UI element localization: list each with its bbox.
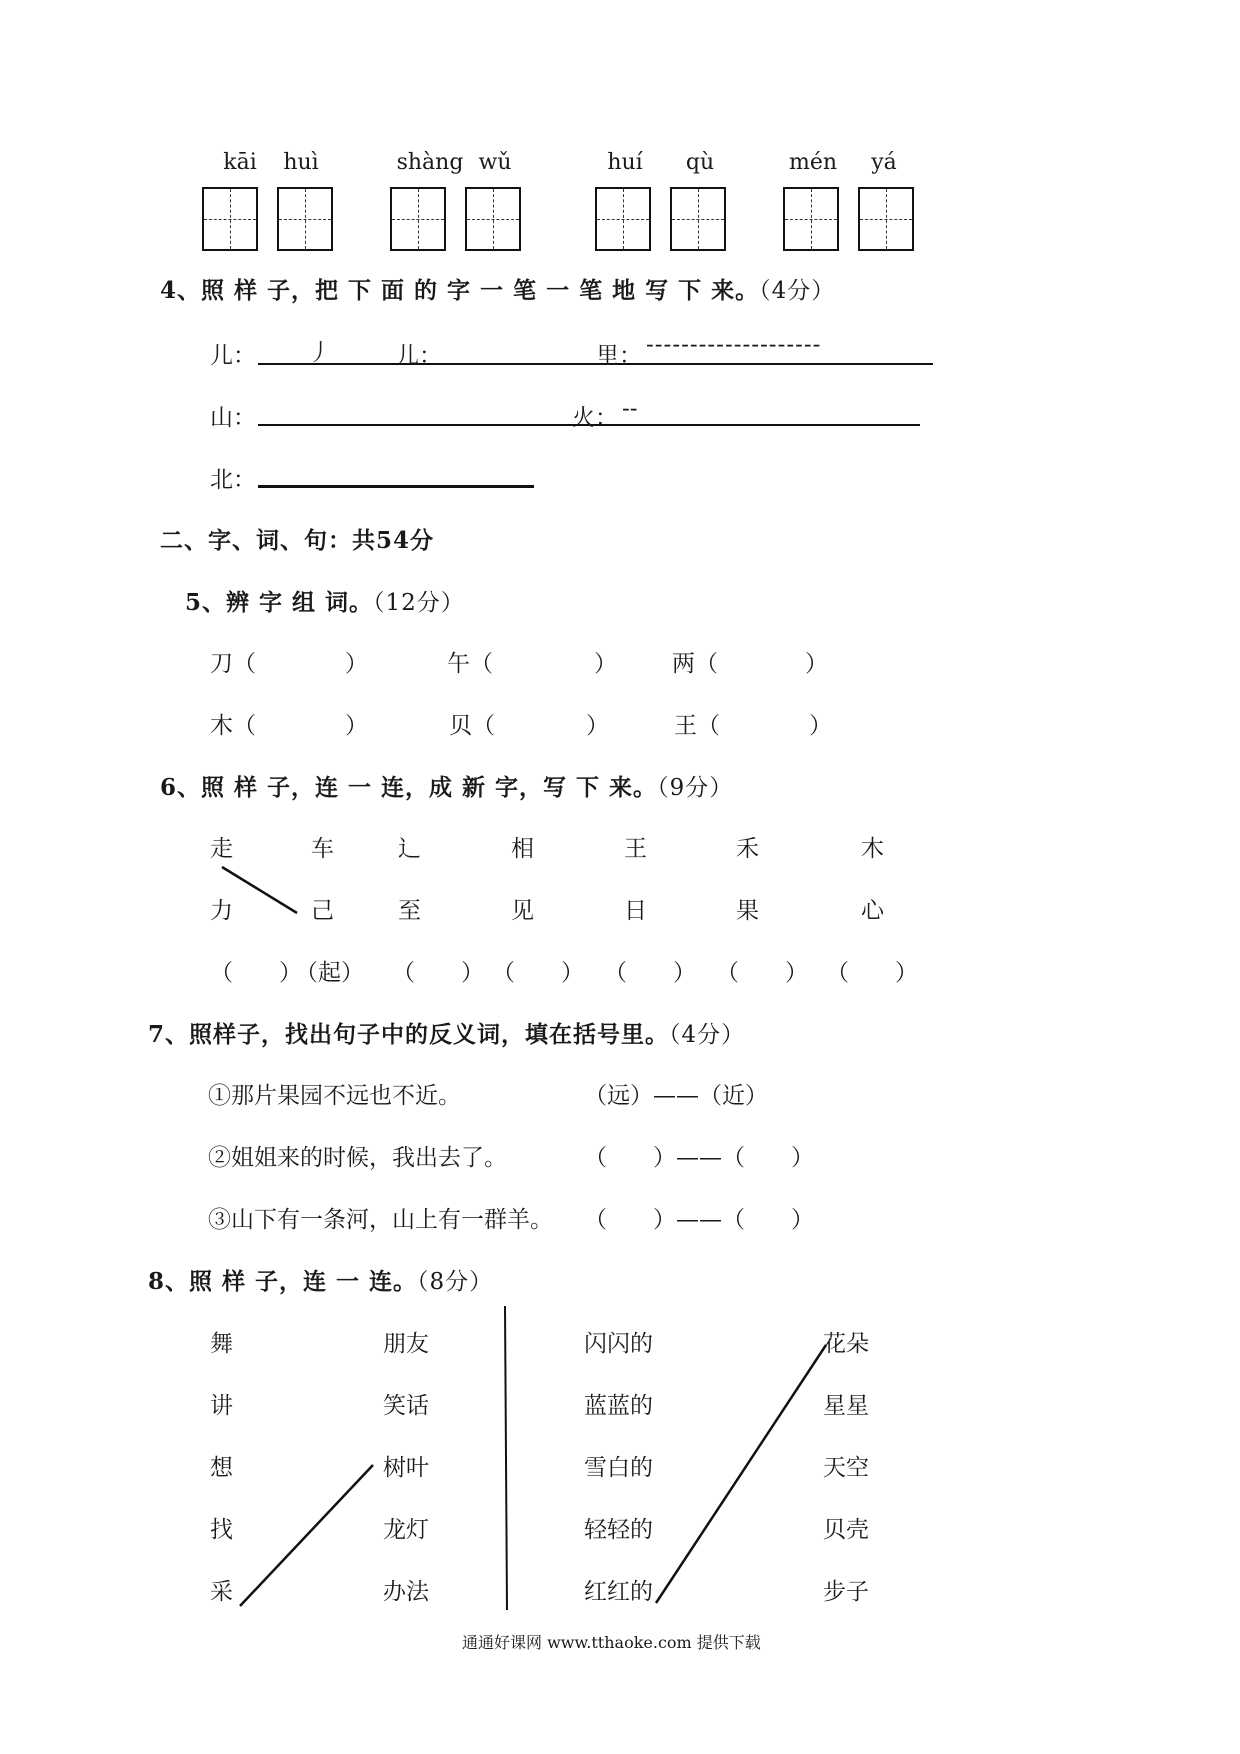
- match-word: 蓝蓝的: [584, 1393, 653, 1419]
- match-word: 采: [210, 1579, 233, 1605]
- match-word: 贝壳: [823, 1517, 869, 1543]
- stroke-label: 北：: [210, 467, 256, 493]
- word-item: ）: [809, 713, 832, 739]
- answer-paren[interactable]: （ ）: [826, 960, 918, 986]
- pinyin-syllable: huí: [607, 150, 643, 175]
- char-component: 相: [511, 836, 534, 862]
- word-item: 两（: [672, 651, 718, 677]
- example-connector-line: [240, 1465, 373, 1606]
- question-score: （8分）: [417, 1269, 494, 1295]
- char-component: 果: [736, 898, 759, 924]
- question-title-text: 4、照 样 子，把 下 面 的 字 一 笔 一 笔 地 写 下 来。: [160, 277, 760, 304]
- antonym-answer[interactable]: （ ）——（ ）: [584, 1145, 814, 1171]
- pinyin-syllable: kāi: [223, 150, 257, 175]
- pinyin-syllable: qù: [685, 150, 715, 175]
- word-item: 午（: [447, 651, 493, 677]
- answer-paren[interactable]: （ ）: [210, 960, 302, 986]
- word-item: 木（: [210, 713, 256, 739]
- dash-guide: --------------------: [646, 332, 822, 358]
- word-item: ）: [586, 713, 609, 739]
- example-stroke: 丿: [308, 340, 331, 366]
- match-word: 树叶: [383, 1455, 429, 1481]
- question-score: （9分）: [657, 775, 734, 801]
- stroke-label: 儿：: [210, 343, 256, 369]
- char-component: 木: [861, 836, 884, 862]
- answer-paren[interactable]: （ ）: [492, 960, 584, 986]
- char-component: 力: [210, 898, 233, 924]
- word-item: ）: [345, 651, 368, 677]
- char-component: 禾: [736, 836, 759, 862]
- word-item: ）: [345, 713, 368, 739]
- char-component: 走: [210, 836, 233, 862]
- word-item: ）: [594, 651, 617, 677]
- char-component: 车: [311, 836, 334, 862]
- match-word: 舞: [210, 1331, 233, 1357]
- answer-paren[interactable]: （起）: [295, 960, 364, 986]
- question-title-text: 7、照样子，找出句子中的反义词，填在括号里。: [148, 1021, 670, 1048]
- example-connector-line: [656, 1345, 826, 1603]
- match-word: 闪闪的: [584, 1331, 653, 1357]
- answer-paren[interactable]: （ ）: [716, 960, 808, 986]
- question-title-text: 8、照 样 子，连 一 连。: [148, 1268, 418, 1295]
- sentence: ②姐姐来的时候，我出去了。: [208, 1145, 507, 1171]
- stroke-label: 山：: [210, 405, 256, 431]
- char-component: 己: [311, 898, 334, 924]
- footer-source: 通通好课网 www.tthaoke.com 提供下载: [462, 1633, 761, 1652]
- match-word: 朋友: [383, 1331, 429, 1357]
- pinyin-syllable: huì: [283, 150, 319, 175]
- antonym-answer[interactable]: （ ）——（ ）: [584, 1207, 814, 1233]
- stroke-label: 里：: [596, 343, 642, 369]
- dash-guide: --: [622, 396, 638, 422]
- char-component: 见: [511, 898, 534, 924]
- match-word: 找: [210, 1517, 233, 1543]
- antonym-answer[interactable]: （远）——（近）: [584, 1083, 768, 1109]
- match-word: 想: [210, 1455, 233, 1481]
- question-score: （12分）: [373, 590, 465, 616]
- char-component: 辶: [398, 836, 421, 862]
- question-title-text: 5、辨 字 组 词。: [185, 589, 374, 616]
- match-word: 星星: [823, 1393, 869, 1419]
- pinyin-syllable: wǔ: [478, 150, 512, 175]
- sentence: ③山下有一条河，山上有一群羊。: [208, 1207, 553, 1233]
- char-component: 日: [624, 898, 647, 924]
- pinyin-syllable: yá: [871, 150, 897, 175]
- example-connector-line: [222, 867, 297, 913]
- answer-paren[interactable]: （ ）: [604, 960, 696, 986]
- word-item: ）: [805, 651, 828, 677]
- char-component: 王: [624, 836, 647, 862]
- word-item: 刀（: [210, 651, 256, 677]
- match-word: 步子: [823, 1579, 869, 1605]
- pinyin-syllable: shàng: [396, 150, 464, 175]
- example-label: 儿：: [396, 343, 442, 369]
- char-component: 心: [861, 898, 884, 924]
- section-2-title: 二、字、词、句：共54分: [160, 527, 435, 554]
- word-item: 贝（: [449, 713, 495, 739]
- match-word: 雪白的: [584, 1455, 653, 1481]
- match-word: 轻轻的: [584, 1517, 653, 1543]
- match-word: 红红的: [584, 1579, 653, 1605]
- word-item: 王（: [674, 713, 720, 739]
- char-component: 至: [398, 898, 421, 924]
- question-score: （4分）: [759, 278, 836, 304]
- pinyin-syllable: mén: [788, 150, 838, 175]
- match-word: 讲: [210, 1393, 233, 1419]
- answer-paren[interactable]: （ ）: [392, 960, 484, 986]
- stroke-label: 火：: [572, 405, 618, 431]
- match-word: 天空: [823, 1455, 869, 1481]
- question-title-text: 6、照 样 子，连 一 连，成 新 字，写 下 来。: [160, 774, 658, 801]
- match-word: 花朵: [823, 1331, 869, 1357]
- column-divider: [505, 1306, 507, 1610]
- match-word: 龙灯: [383, 1517, 429, 1543]
- match-word: 办法: [383, 1579, 429, 1605]
- match-word: 笑话: [383, 1393, 429, 1419]
- question-score: （4分）: [669, 1022, 746, 1048]
- sentence: ①那片果园不远也不近。: [208, 1083, 461, 1109]
